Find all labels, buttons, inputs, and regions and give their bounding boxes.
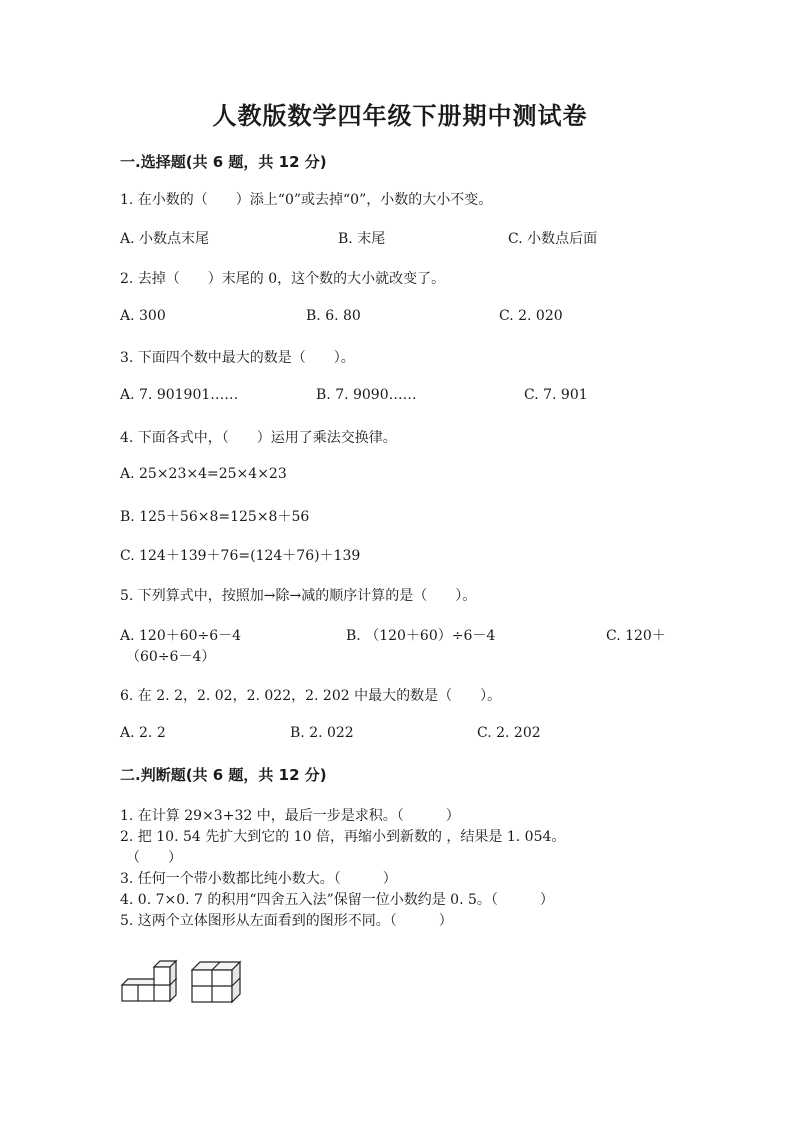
question-5-option-a: A. 120＋60÷6－4 xyxy=(120,628,242,644)
judgement-line: 1. 在计算 29×3+32 中，最后一步是求积。（ ） xyxy=(120,808,460,824)
cube-figures xyxy=(120,958,250,1012)
question-2-option-a: A. 300 xyxy=(120,308,166,324)
solid-figure-right xyxy=(192,962,240,1002)
question-5-option-c: C. 120＋ xyxy=(606,628,666,644)
solid-figure-left xyxy=(122,961,176,1001)
question-6-option-b: B. 2. 022 xyxy=(290,725,354,741)
question-3-option-a: A. 7. 901901…… xyxy=(120,387,239,403)
question-3-option-c: C. 7. 901 xyxy=(524,387,588,403)
cube-figures-svg xyxy=(120,958,250,1008)
question-5-option-b: B. （120＋60）÷6－4 xyxy=(346,628,496,644)
question-6-option-a: A. 2. 2 xyxy=(120,725,166,741)
section-heading-judgement: 二.判断题(共 6 题，共 12 分) xyxy=(120,766,327,784)
question-4-option-c: C. 124＋139＋76=(124＋76)＋139 xyxy=(120,548,361,564)
section-heading-choice: 一.选择题(共 6 题，共 12 分) xyxy=(120,153,327,171)
judgement-line: 4. 0. 7×0. 7 的积用“四舍五入法”保留一位小数约是 0. 5。（ ） xyxy=(120,892,554,908)
question-1-option-a: A. 小数点末尾 xyxy=(120,231,210,247)
question-2-option-b: B. 6. 80 xyxy=(306,308,361,324)
question-1-option-c: C. 小数点后面 xyxy=(508,231,598,247)
question-2-option-c: C. 2. 020 xyxy=(499,308,563,324)
question-6-option-c: C. 2. 202 xyxy=(477,725,541,741)
judgement-line: （ ） xyxy=(126,850,182,866)
question-3-stem: 3. 下面四个数中最大的数是（ ）。 xyxy=(120,350,355,366)
question-1-stem: 1. 在小数的（ ）添上“0”或去掉“0”，小数的大小不变。 xyxy=(120,192,493,208)
question-1-option-b: B. 末尾 xyxy=(338,231,386,247)
question-3-option-b: B. 7. 9090…… xyxy=(316,387,417,403)
question-2-stem: 2. 去掉（ ）末尾的 0，这个数的大小就改变了。 xyxy=(120,271,446,287)
judgement-line: 2. 把 10. 54 先扩大到它的 10 倍，再缩小到新数的 ，结果是 1. 054。 xyxy=(120,829,566,845)
question-5-option-c-continuation: （60÷6－4） xyxy=(126,649,216,665)
judgement-line: 3. 任何一个带小数都比纯小数大。（ ） xyxy=(120,871,397,887)
page-title: 人教版数学四年级下册期中测试卷 xyxy=(212,101,588,130)
question-5-stem: 5. 下列算式中，按照加→除→减的顺序计算的是（ ）。 xyxy=(120,588,477,604)
question-6-stem: 6. 在 2. 2，2. 02，2. 022，2. 202 中最大的数是（ ）。 xyxy=(120,688,502,704)
judgement-line: 5. 这两个立体图形从左面看到的图形不同。（ ） xyxy=(120,913,453,929)
question-4-stem: 4. 下面各式中，（ ）运用了乘法交换律。 xyxy=(120,430,397,446)
question-4-option-a: A. 25×23×4=25×4×23 xyxy=(120,466,287,482)
question-4-option-b: B. 125＋56×8=125×8＋56 xyxy=(120,509,310,525)
